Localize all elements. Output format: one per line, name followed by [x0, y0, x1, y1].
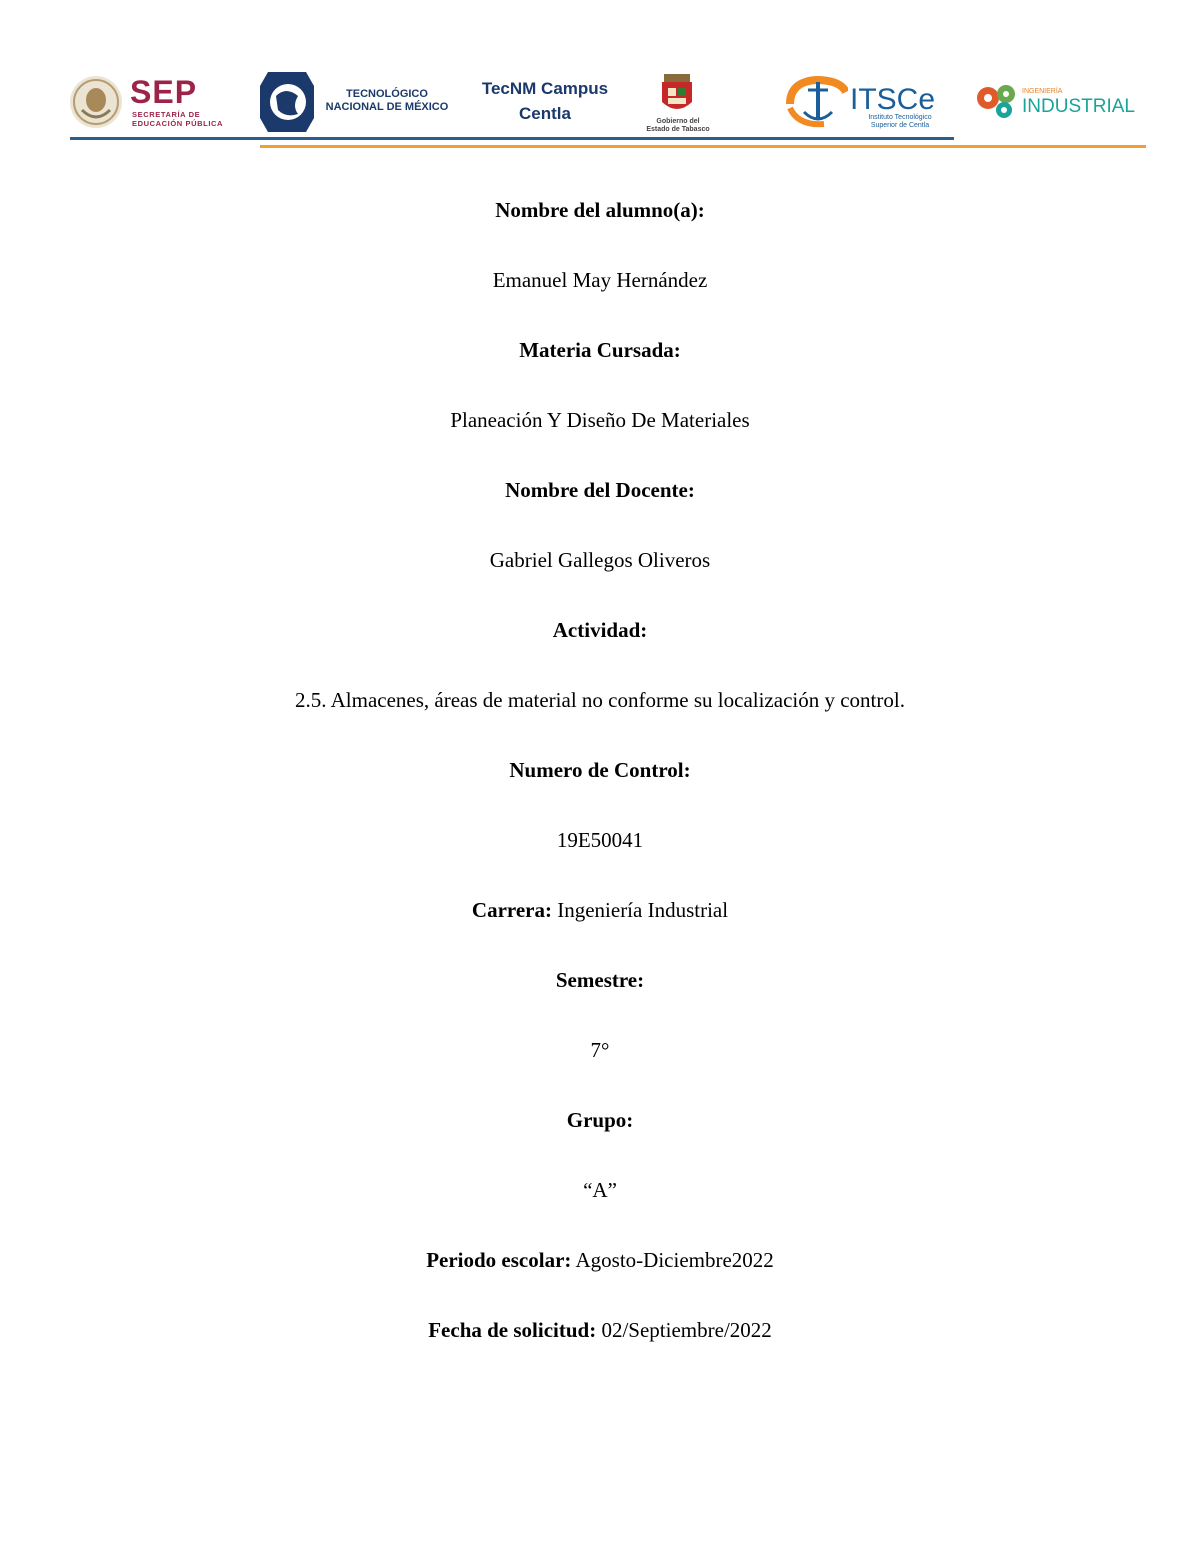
sep-subtitle-1: SECRETARÍA DE — [132, 110, 201, 119]
group-label: Grupo: — [566, 1108, 634, 1132]
campus-line-1: TecNM Campus — [481, 79, 609, 98]
industrial-gears-icon — [974, 80, 1022, 120]
control-number: 19E50041 — [556, 828, 644, 852]
tecnm-gear-icon — [258, 66, 318, 138]
industrial-big: INDUSTRIAL — [1022, 96, 1135, 117]
subject-label: Materia Cursada: — [519, 338, 681, 362]
activity-label: Actividad: — [552, 618, 648, 642]
tecnm-line-1: TECNOLÓGICO — [346, 88, 428, 100]
student-name: Emanuel May Hernández — [492, 268, 708, 292]
period-label: Periodo escolar: — [426, 1248, 572, 1272]
logo-header — [0, 0, 1200, 160]
career-value: Ingeniería Industrial — [557, 898, 729, 922]
tecnm-logo-text — [322, 88, 452, 118]
itsce-line-1: Instituto Tecnológico — [868, 114, 932, 121]
itsce-anchor-icon — [784, 72, 848, 130]
subject-name: Planeación Y Diseño De Materiales — [450, 408, 750, 432]
sep-emblem-icon — [68, 74, 124, 130]
period-value: Agosto-Diciembre2022 — [575, 1248, 774, 1272]
itsce-line-2: Superior de Centla — [870, 122, 930, 129]
tecnm-line-2: NACIONAL DE MÉXICO — [325, 101, 449, 113]
date-label: Fecha de solicitud: — [428, 1318, 597, 1342]
sep-logo — [130, 74, 242, 130]
campus-line-2: Centla — [519, 104, 571, 123]
date-value: 02/Septiembre/2022 — [601, 1318, 772, 1342]
career-row — [0, 894, 1200, 964]
tabasco-line-2: Estado de Tabasco — [646, 126, 710, 133]
industrial-logo-text — [1022, 88, 1135, 120]
activity-title: 2.5. Almacenes, áreas de material no conforme su localización y control. — [295, 688, 905, 712]
group-value: “A” — [583, 1178, 617, 1202]
tabasco-logo-text — [628, 118, 728, 138]
period-row — [0, 1244, 1200, 1314]
career-label: Carrera: — [471, 898, 552, 922]
tabasco-shield-icon — [654, 72, 700, 118]
itsce-title: ITSCe — [850, 83, 936, 116]
student-label: Nombre del alumno(a): — [495, 198, 705, 222]
industrial-small: INGENIERÍA — [1022, 88, 1063, 95]
semester-label: Semestre: — [555, 968, 645, 992]
teacher-label: Nombre del Docente: — [505, 478, 695, 502]
cover-content — [0, 194, 1200, 1384]
campus-title — [470, 76, 620, 128]
date-row — [0, 1314, 1200, 1384]
sep-title: SEP — [130, 74, 198, 110]
teacher-name: Gabriel Gallegos Oliveros — [489, 548, 711, 572]
sep-subtitle-2: EDUCACIÓN PÚBLICA — [132, 119, 224, 128]
itsce-logo-text — [850, 84, 950, 130]
semester-value: 7° — [590, 1038, 610, 1062]
header-divider-orange — [260, 145, 1146, 148]
header-divider-blue — [70, 137, 954, 140]
control-label: Numero de Control: — [509, 758, 691, 782]
tabasco-line-1: Gobierno del — [656, 118, 700, 125]
